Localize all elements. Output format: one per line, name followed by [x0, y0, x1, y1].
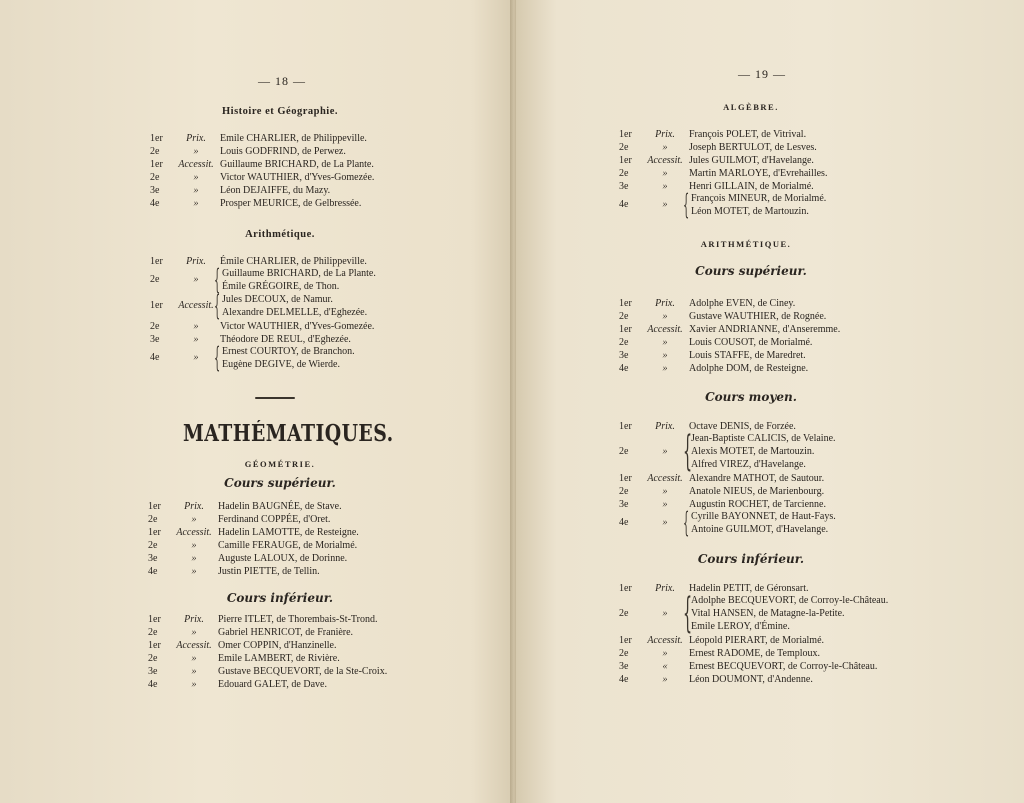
section-title-cours-inferieur: Cours inférieur.: [226, 591, 334, 605]
award-type: »: [662, 648, 668, 659]
laureate-name: Ferdinand COPPÉE, d'Oret.: [218, 514, 331, 525]
section-title-arithmetique: Arithmétique.: [245, 229, 315, 240]
rank-label: 2e: [619, 337, 629, 348]
award-type: Prix.: [655, 421, 675, 432]
award-type: Prix.: [655, 129, 675, 140]
rank-label: 2e: [619, 142, 629, 153]
award-type: »: [193, 321, 199, 332]
laureate-name: Hadelin PETIT, de Géronsart.: [689, 583, 809, 594]
award-type: »: [191, 666, 197, 677]
award-type: »: [662, 337, 668, 348]
laureate-name: Cyrille BAYONNET, de Haut-Fays.: [691, 511, 836, 522]
rank-label: 4e: [148, 566, 158, 577]
laureate-name: Gabriel HENRICOT, de Franière.: [218, 627, 354, 638]
rank-label: 3e: [619, 350, 629, 361]
rank-label: 1er: [619, 155, 632, 166]
section-title-cours-moyen: Cours moyen.: [705, 390, 797, 404]
laureate-name: Eugène DEGIVE, de Wierde.: [222, 359, 340, 370]
laureate-name: Hadelin LAMOTTE, de Resteigne.: [218, 527, 359, 538]
brace-mark: {: [214, 341, 221, 374]
rank-label: 1er: [150, 159, 163, 170]
laureate-name: Camille FERAUGE, de Morialmé.: [218, 540, 358, 551]
rank-label: 1er: [150, 256, 163, 267]
laureate-name: Vital HANSEN, de Matagne-la-Petite.: [691, 608, 845, 619]
laureate-name: Edouard GALET, de Dave.: [218, 679, 327, 690]
award-type: Prix.: [186, 133, 206, 144]
laureate-name: François MINEUR, de Morialmé.: [691, 193, 827, 204]
laureate-name: Jules DECOUX, de Namur.: [222, 294, 333, 305]
rank-label: 4e: [619, 674, 629, 685]
award-type: »: [191, 679, 197, 690]
page-number: — 18 —: [258, 74, 306, 88]
award-type: Prix.: [655, 298, 675, 309]
laureate-name: Victor WAUTHIER, d'Yves-Gomezée.: [220, 172, 375, 183]
award-type: »: [193, 274, 199, 285]
rank-label: 2e: [619, 486, 629, 497]
award-type: Accessit.: [647, 155, 683, 166]
rank-label: 3e: [150, 334, 160, 345]
laureate-name: Prosper MEURICE, de Gelbressée.: [220, 198, 362, 209]
laureate-name: Louis GODFRIND, de Perwez.: [220, 146, 346, 157]
laureate-name: Louis STAFFE, de Maredret.: [689, 350, 806, 361]
award-type: »: [191, 566, 197, 577]
award-type: »: [662, 311, 668, 322]
rank-label: 4e: [619, 363, 629, 374]
brace-mark: {: [683, 427, 693, 475]
rank-label: 1er: [150, 300, 163, 311]
award-type: »: [662, 445, 668, 457]
rank-label: 2e: [619, 607, 629, 619]
rank-label: 1er: [148, 640, 161, 651]
laureate-name: Justin PIETTE, de Tellin.: [218, 566, 320, 577]
award-type: »: [662, 499, 668, 510]
award-type: »: [193, 352, 199, 363]
laureate-name: Alexis MOTET, de Martouzin.: [691, 446, 815, 457]
rank-label: 1er: [619, 583, 632, 594]
rank-label: 2e: [150, 146, 160, 157]
award-type: »: [662, 363, 668, 374]
rank-label: 4e: [150, 352, 160, 363]
rank-label: 1er: [619, 473, 632, 484]
award-type: »: [191, 514, 197, 525]
rank-label: 1er: [619, 129, 632, 140]
rank-label: 2e: [148, 627, 158, 638]
award-type: Prix.: [655, 583, 675, 594]
brace-mark: {: [683, 506, 690, 539]
award-type: »: [662, 181, 668, 192]
brace-mark: {: [683, 589, 693, 637]
rank-label: 3e: [619, 499, 629, 510]
rank-label: 1er: [148, 614, 161, 625]
rank-label: 2e: [619, 168, 629, 179]
award-type: »: [191, 540, 197, 551]
laureate-name: Alfred VIREZ, d'Havelange.: [691, 459, 806, 470]
page-number: — 19 —: [738, 67, 786, 81]
rank-label: 1er: [619, 421, 632, 432]
award-type: »: [662, 517, 668, 528]
section-title-algebre: ALGÈBRE.: [723, 102, 779, 112]
laureate-name: Emile CHARLIER, de Philippeville.: [220, 133, 367, 144]
rank-label: 2e: [619, 445, 629, 457]
rank-label: 3e: [150, 185, 160, 196]
laureate-name: Léon MOTET, de Martouzin.: [691, 206, 809, 217]
brace-mark: {: [683, 188, 690, 221]
rank-label: 4e: [148, 679, 158, 690]
award-type: »: [191, 553, 197, 564]
award-type: Accessit.: [176, 527, 212, 538]
ornament-divider: [255, 397, 295, 399]
section-title-arithmetique: ARITHMÉTIQUE.: [700, 239, 792, 249]
laureate-name: Louis COUSOT, de Morialmé.: [689, 337, 813, 348]
rank-label: 2e: [150, 274, 160, 285]
section-title-cours-superieur: Cours supérieur.: [224, 476, 336, 490]
laureate-name: Henri GILLAIN, de Morialmé.: [689, 181, 814, 192]
laureate-name: Guillaume BRICHARD, de La Plante.: [222, 268, 376, 279]
award-type: »: [662, 142, 668, 153]
award-type: Prix.: [184, 614, 204, 625]
rank-label: 4e: [150, 198, 160, 209]
section-title-cours-inferieur: Cours inférieur.: [697, 552, 805, 566]
award-type: »: [662, 199, 668, 210]
laureate-name: Gustave BECQUEVORT, de la Ste-Croix.: [218, 666, 388, 677]
award-type: «: [662, 661, 668, 672]
laureate-name: Jean-Baptiste CALICIS, de Velaine.: [691, 433, 836, 444]
brace-mark: {: [214, 263, 221, 296]
laureate-name: Antoine GUILMOT, d'Havelange.: [691, 524, 829, 535]
award-type: »: [662, 168, 668, 179]
rank-label: 2e: [148, 540, 158, 551]
award-type: »: [193, 334, 199, 345]
laureate-name: Pierre ITLET, de Thorembais-St-Trond.: [218, 614, 378, 625]
laureate-name: Alexandre MATHOT, de Sautour.: [689, 473, 825, 484]
laureate-name: Ernest BECQUEVORT, de Corroy-le-Château.: [689, 661, 878, 672]
laureate-name: Émile CHARLIER, de Philippeville.: [220, 256, 367, 267]
laureate-name: François POLET, de Vitrival.: [689, 129, 807, 140]
laureate-name: Augustin ROCHET, de Tarcienne.: [689, 499, 826, 510]
rank-label: 1er: [148, 527, 161, 538]
rank-label: 3e: [619, 661, 629, 672]
rank-label: 2e: [150, 321, 160, 332]
laureate-name: Léon DEJAIFFE, du Mazy.: [220, 185, 331, 196]
laureate-name: Ernest COURTOY, de Branchon.: [222, 346, 355, 357]
award-type: »: [662, 350, 668, 361]
laureate-name: Joseph BERTULOT, de Lesves.: [689, 142, 817, 153]
award-type: »: [662, 486, 668, 497]
rank-label: 4e: [619, 517, 629, 528]
rank-label: 2e: [148, 653, 158, 664]
laureate-name: Léopold PIERART, de Morialmé.: [689, 635, 825, 646]
laureate-name: Octave DENIS, de Forzée.: [689, 421, 796, 432]
award-type: »: [662, 674, 668, 685]
section-title-cours-superieur: Cours supérieur.: [695, 264, 807, 278]
rank-label: 3e: [619, 181, 629, 192]
award-type: »: [193, 198, 199, 209]
rank-label: 2e: [148, 514, 158, 525]
award-type: »: [662, 607, 668, 619]
laureate-name: Adolphe BECQUEVORT, de Corroy-le-Château.: [691, 595, 889, 606]
rank-label: 2e: [619, 648, 629, 659]
award-type: Accessit.: [176, 640, 212, 651]
laureate-name: Victor WAUTHIER, d'Yves-Gomezée.: [220, 321, 375, 332]
rank-label: 2e: [150, 172, 160, 183]
laureate-name: Hadelin BAUGNÉE, de Stave.: [218, 501, 342, 512]
award-type: Accessit.: [178, 159, 214, 170]
laureate-name: Anatole NIEUS, de Marienbourg.: [689, 486, 825, 497]
award-type: Accessit.: [647, 324, 683, 335]
laureate-name: Adolphe EVEN, de Ciney.: [689, 298, 796, 309]
section-title-histoire: Histoire et Géographie.: [222, 106, 338, 117]
main-title-mathematiques: MATHÉMATIQUES.: [183, 420, 394, 447]
rank-label: 1er: [619, 298, 632, 309]
award-type: »: [193, 172, 199, 183]
laureate-name: Martin MARLOYE, d'Evrehailles.: [689, 168, 828, 179]
brace-mark: {: [214, 289, 221, 322]
laureate-name: Emile LAMBERT, de Rivière.: [218, 653, 340, 664]
laureate-name: Xavier ANDRIANNE, d'Anseremme.: [689, 324, 841, 335]
laureate-name: Alexandre DELMELLE, d'Eghezée.: [222, 307, 368, 318]
rank-label: 1er: [619, 324, 632, 335]
rank-label: 3e: [148, 666, 158, 677]
award-type: »: [191, 627, 197, 638]
award-type: Accessit.: [178, 300, 214, 311]
laureate-name: Guillaume BRICHARD, de La Plante.: [220, 159, 374, 170]
laureate-name: Jules GUILMOT, d'Havelange.: [689, 155, 814, 166]
rank-label: 1er: [150, 133, 163, 144]
laureate-name: Adolphe DOM, de Resteigne.: [689, 363, 809, 374]
award-type: Prix.: [184, 501, 204, 512]
laureate-name: Léon DOUMONT, d'Andenne.: [689, 674, 813, 685]
laureate-name: Ernest RADOME, de Temploux.: [689, 648, 821, 659]
award-type: »: [193, 146, 199, 157]
award-type: »: [191, 653, 197, 664]
laureate-name: Théodore DE REUL, d'Eghezée.: [220, 334, 351, 345]
rank-label: 1er: [619, 635, 632, 646]
laureate-name: Émile GRÉGOIRE, de Thon.: [222, 281, 340, 292]
laureate-name: Auguste LALOUX, de Dorinne.: [218, 553, 348, 564]
laureate-name: Gustave WAUTHIER, de Rognée.: [689, 311, 827, 322]
award-type: Accessit.: [647, 635, 683, 646]
right-page: [516, 0, 1024, 803]
rank-label: 3e: [148, 553, 158, 564]
laureate-name: Omer COPPIN, d'Hanzinelle.: [218, 640, 337, 651]
section-title-geometrie: GÉOMÉTRIE.: [244, 459, 316, 469]
laureate-name: Emile LEROY, d'Émine.: [691, 621, 790, 632]
award-type: »: [193, 185, 199, 196]
award-type: Accessit.: [647, 473, 683, 484]
award-type: Prix.: [186, 256, 206, 267]
rank-label: 2e: [619, 311, 629, 322]
rank-label: 4e: [619, 199, 629, 210]
rank-label: 1er: [148, 501, 161, 512]
